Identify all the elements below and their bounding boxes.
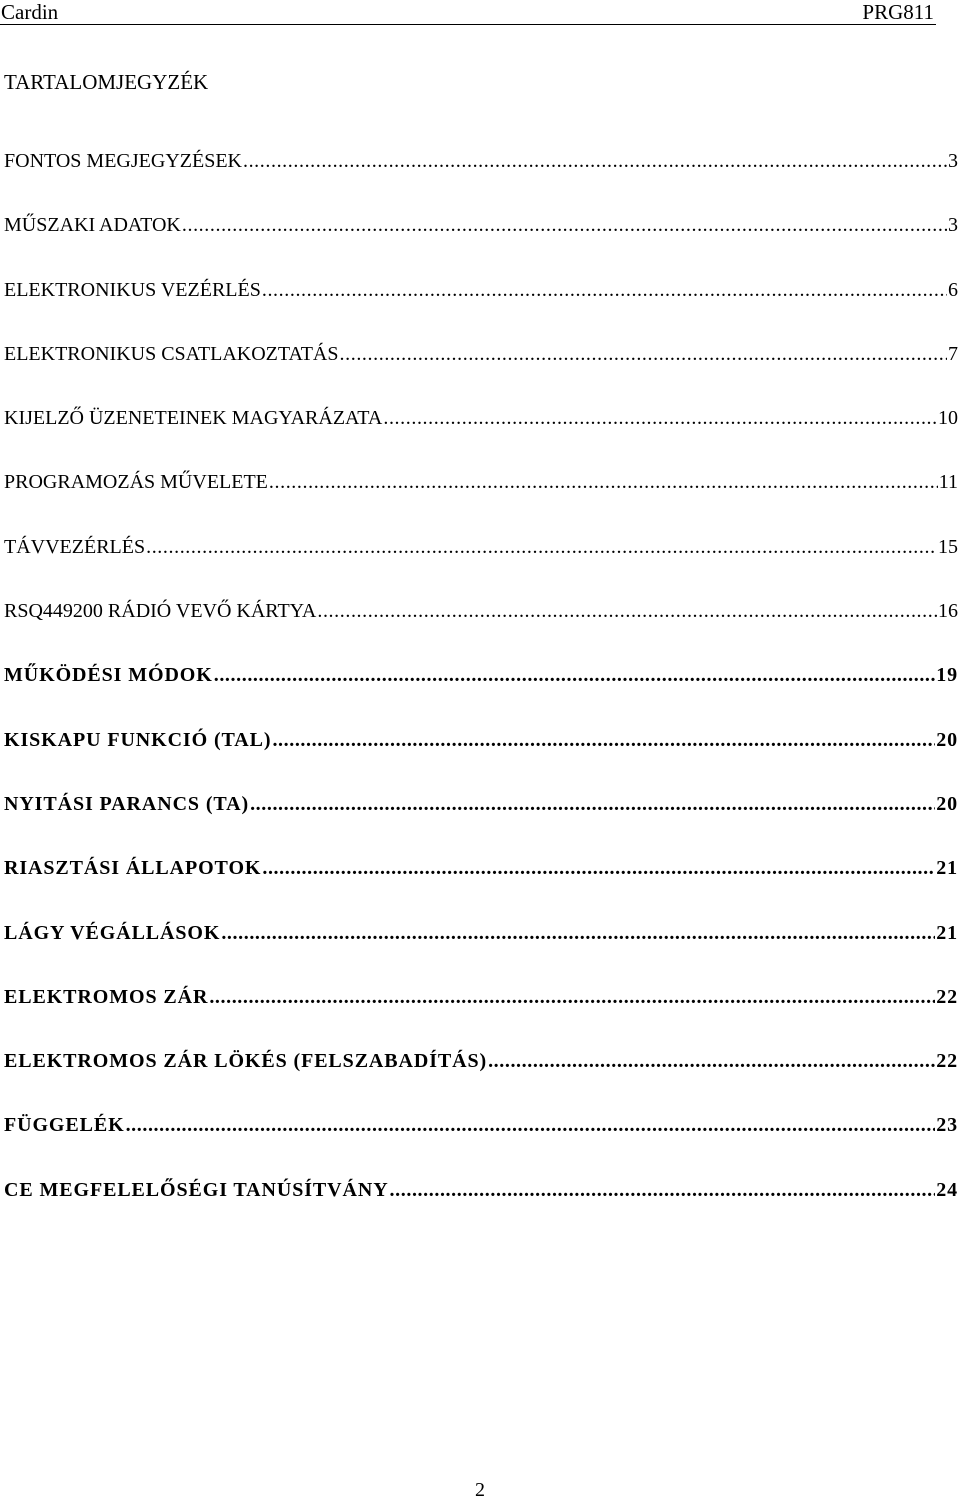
toc-dot-leader [272, 726, 935, 754]
toc-entry-page: 22 [936, 985, 958, 1008]
toc-dot-leader [340, 340, 947, 368]
toc-entry-page: 22 [936, 1050, 958, 1073]
toc-entry-label: MŰSZAKI ADATOK [4, 214, 181, 237]
toc-entry-label: KIJELZŐ ÜZENETEINEK MAGYARÁZATA [4, 407, 383, 430]
toc-entry-row [4, 854, 958, 882]
toc-dot-leader [214, 661, 935, 689]
toc-entry-page: 15 [938, 535, 958, 558]
toc-dot-leader [390, 1176, 936, 1204]
toc-entry-row [4, 211, 958, 239]
toc-entry-row [4, 468, 958, 496]
toc-entry[interactable] [4, 1111, 958, 1175]
toc-entry[interactable] [4, 790, 958, 854]
toc-entry[interactable] [4, 726, 958, 790]
toc-entry-row [4, 1111, 958, 1139]
toc-entry-page: 3 [948, 214, 958, 237]
toc-entry-label: ELEKTRONIKUS VEZÉRLÉS [4, 278, 261, 301]
toc-list [4, 147, 958, 1240]
toc-entry-label: ELEKTROMOS ZÁR [4, 985, 209, 1008]
toc-entry-page: 23 [936, 1114, 958, 1137]
toc-dot-leader [243, 147, 947, 175]
toc-entry[interactable] [4, 1047, 958, 1111]
toc-entry-page: 21 [936, 921, 958, 944]
toc-entry-page: 3 [948, 150, 958, 172]
toc-entry-row [4, 147, 958, 175]
toc-entry-row [4, 790, 958, 818]
toc-entry[interactable] [4, 211, 958, 275]
toc-title: TARTALOMJEGYZÉK [4, 70, 209, 94]
header-model: PRG811 [862, 0, 934, 24]
toc-entry-label: LÁGY VÉGÁLLÁSOK [4, 921, 221, 944]
toc-entry[interactable] [4, 854, 958, 918]
toc-entry-label: NYITÁSI PARANCS (TA) [4, 792, 250, 815]
toc-entry-label: TÁVVEZÉRLÉS [4, 535, 146, 558]
toc-entry-label: RSQ449200 RÁDIÓ VEVŐ KÁRTYA [4, 600, 317, 623]
toc-entry-page: 21 [936, 857, 958, 880]
toc-dot-leader [221, 919, 935, 947]
toc-entry-page: 20 [936, 728, 958, 751]
page-number: 2 [475, 1479, 485, 1501]
toc-entry-page: 11 [938, 471, 958, 494]
toc-entry-row [4, 1176, 958, 1204]
toc-dot-leader [262, 276, 947, 304]
toc-entry-label: PROGRAMOZÁS MŰVELETE [4, 471, 268, 494]
toc-entry-label: FÜGGELÉK [4, 1114, 125, 1137]
toc-entry-page: 20 [936, 792, 958, 815]
toc-dot-leader [262, 854, 935, 882]
toc-entry[interactable] [4, 147, 958, 211]
toc-entry-page: 19 [936, 664, 958, 687]
page-header [0, 0, 936, 25]
toc-entry-row [4, 1047, 958, 1075]
toc-dot-leader [126, 1111, 936, 1139]
toc-entry-page: 6 [948, 278, 958, 301]
toc-entry-label: KISKAPU FUNKCIÓ (TAL) [4, 728, 272, 751]
toc-entry-label: RIASZTÁSI ÁLLAPOTOK [4, 857, 262, 880]
toc-entry-label: MŰKÖDÉSI MÓDOK [4, 664, 213, 687]
toc-entry-row [4, 597, 958, 625]
toc-entry-row [4, 919, 958, 947]
header-brand: Cardin [1, 0, 59, 24]
toc-entry[interactable] [4, 919, 958, 983]
toc-entry-label: CE MEGFELELŐSÉGI TANÚSÍTVÁNY [4, 1178, 389, 1201]
toc-dot-leader [182, 211, 947, 239]
toc-dot-leader [209, 983, 935, 1011]
toc-entry[interactable] [4, 276, 958, 340]
toc-entry-row [4, 404, 958, 432]
toc-entry[interactable] [4, 468, 958, 532]
toc-entry-page: 24 [936, 1178, 958, 1201]
toc-dot-leader [317, 597, 937, 625]
toc-dot-leader [383, 404, 937, 432]
toc-dot-leader [250, 790, 935, 818]
toc-dot-leader [146, 533, 937, 561]
toc-entry[interactable] [4, 597, 958, 661]
toc-entry[interactable] [4, 983, 958, 1047]
toc-entry-row [4, 276, 958, 304]
toc-entry-row [4, 533, 958, 561]
toc-entry-row [4, 983, 958, 1011]
toc-entry[interactable] [4, 661, 958, 725]
toc-dot-leader [269, 468, 938, 496]
toc-entry-page: 10 [938, 407, 958, 430]
toc-entry-label: ELEKTROMOS ZÁR LÖKÉS (FELSZABADÍTÁS) [4, 1050, 488, 1073]
toc-entry-row [4, 726, 958, 754]
toc-entry-row [4, 340, 958, 368]
toc-entry[interactable] [4, 1176, 958, 1240]
toc-entry[interactable] [4, 404, 958, 468]
toc-entry-row [4, 661, 958, 689]
toc-entry-page: 7 [948, 342, 958, 365]
toc-entry-label: ELEKTRONIKUS CSATLAKOZTATÁS [4, 342, 339, 365]
toc-entry[interactable] [4, 340, 958, 404]
toc-entry-page: 16 [938, 600, 958, 623]
toc-entry[interactable] [4, 533, 958, 597]
toc-entry-label: FONTOS MEGJEGYZÉSEK [4, 150, 242, 172]
toc-dot-leader [488, 1047, 935, 1075]
